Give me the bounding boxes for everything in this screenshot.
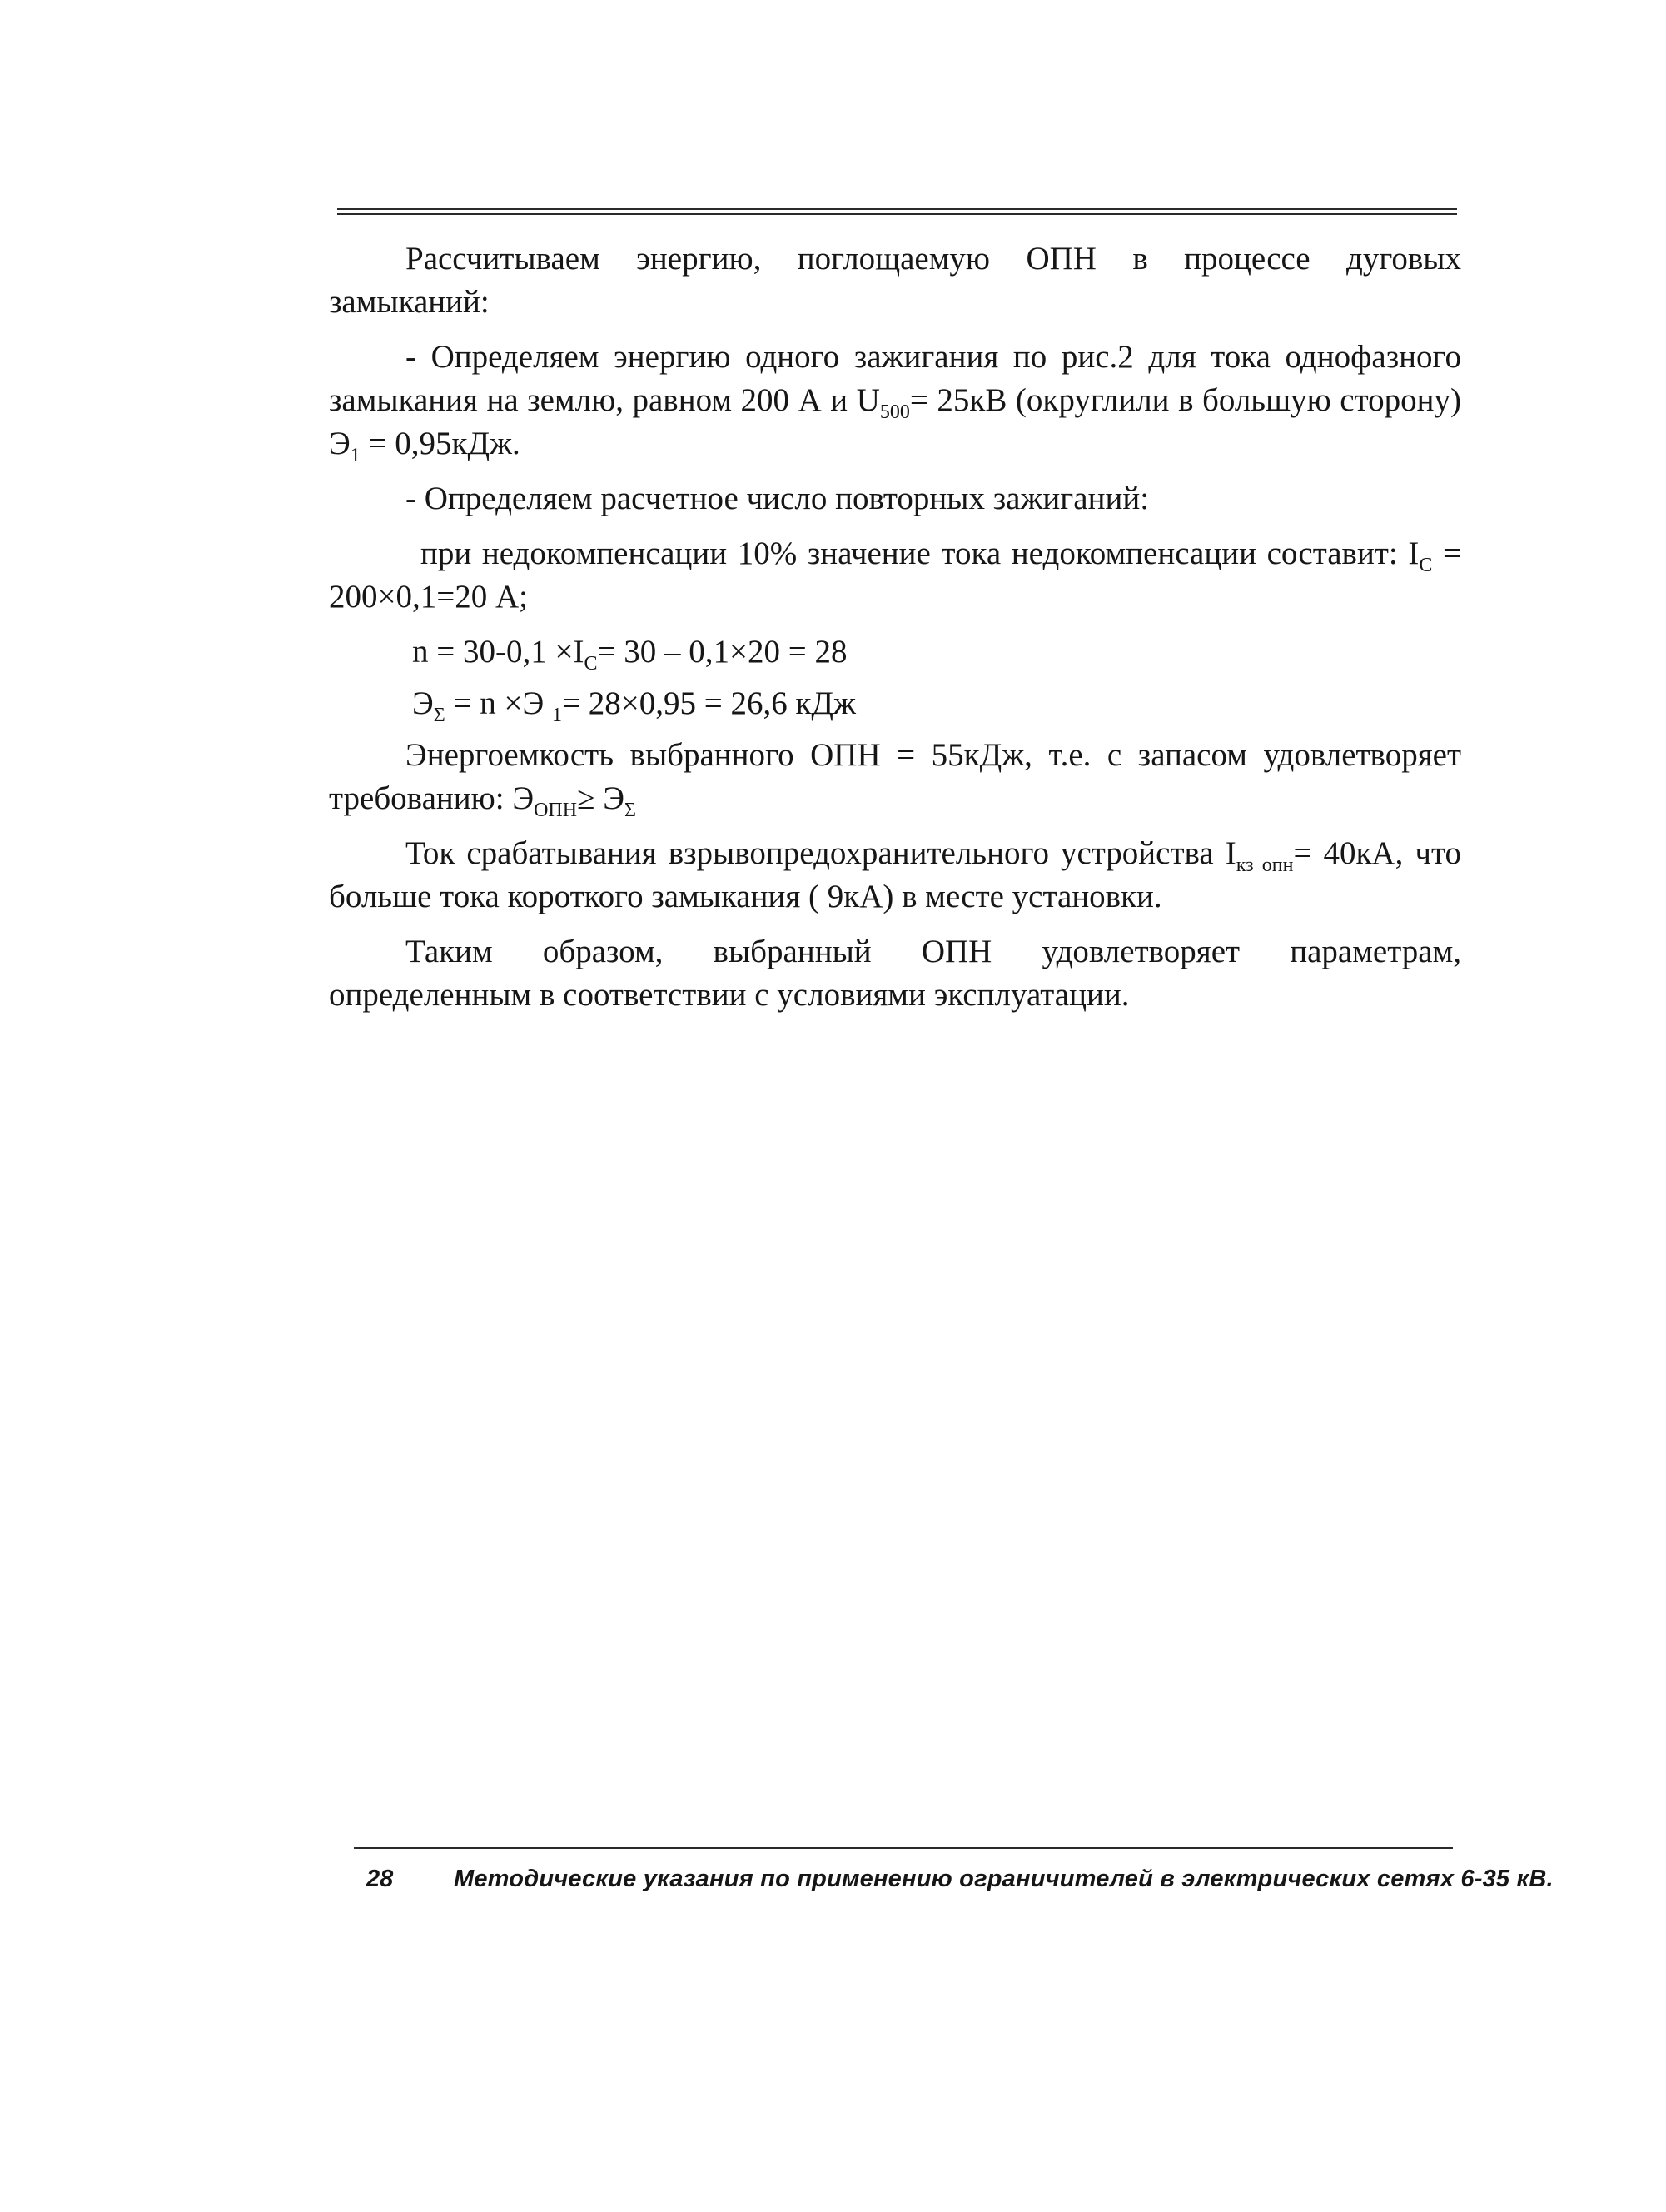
paragraph-conclusion: Таким образом, выбранный ОПН удовлетворяет параметрам, определенным в соответствии с условиями эксплуатации. bbox=[329, 934, 1461, 1013]
paragraph-single-ignition: - Определяем энергию одного зажигания по рис.2 для тока однофазного замыкания на землю, равном 200 А и $U_{500}= 25кВ$ (округлили в большую сторону) $Э_1 = 0,95кДж$. bbox=[329, 339, 1461, 466]
footer-title: Методические указания по применению ограничителей в электрических сетях 6-35 кВ. bbox=[454, 1866, 1554, 1892]
paragraph-reignition-count: - Определяем расчетное число повторных зажиганий: bbox=[405, 481, 1150, 516]
paragraph-energy-capacity: Энергоемкость выбранного ОПН = 55кДж, т.е. с запасом удовлетворяет требованию: $Э_{ОПН}\ge Э_\Sigma$ bbox=[329, 737, 1461, 821]
paragraph-operating-current: Ток срабатывания взрывопредохранительного устройства $I_{кз опн}= 40кА$, что больше тока короткого замыкания ( 9кА) в месте установки. bbox=[329, 835, 1461, 914]
header-double-rule bbox=[337, 208, 1457, 218]
page-footer bbox=[366, 1866, 1554, 1907]
equation-energy-total: $Э_\Sigma = n \times Э$ $_1$= 28×0,95 = 26,6 кДж bbox=[412, 685, 856, 726]
document-body bbox=[329, 237, 1461, 1029]
paragraph-intro: Рассчитываем энергию, поглощаемую ОПН в процессе дуговых замыканий: bbox=[329, 241, 1461, 320]
equation-n: $n = 30-0,1 \times I_C= 30 - 0,1\times 20 = 28$ bbox=[412, 634, 848, 675]
paragraph-undercompensation: при недокомпенсации 10% значение тока недокомпенсации составит: $I_C = 200\times 0,1=20$ А; bbox=[329, 536, 1461, 615]
page-number: 28 bbox=[366, 1866, 394, 1892]
footer-rule bbox=[354, 1847, 1453, 1849]
